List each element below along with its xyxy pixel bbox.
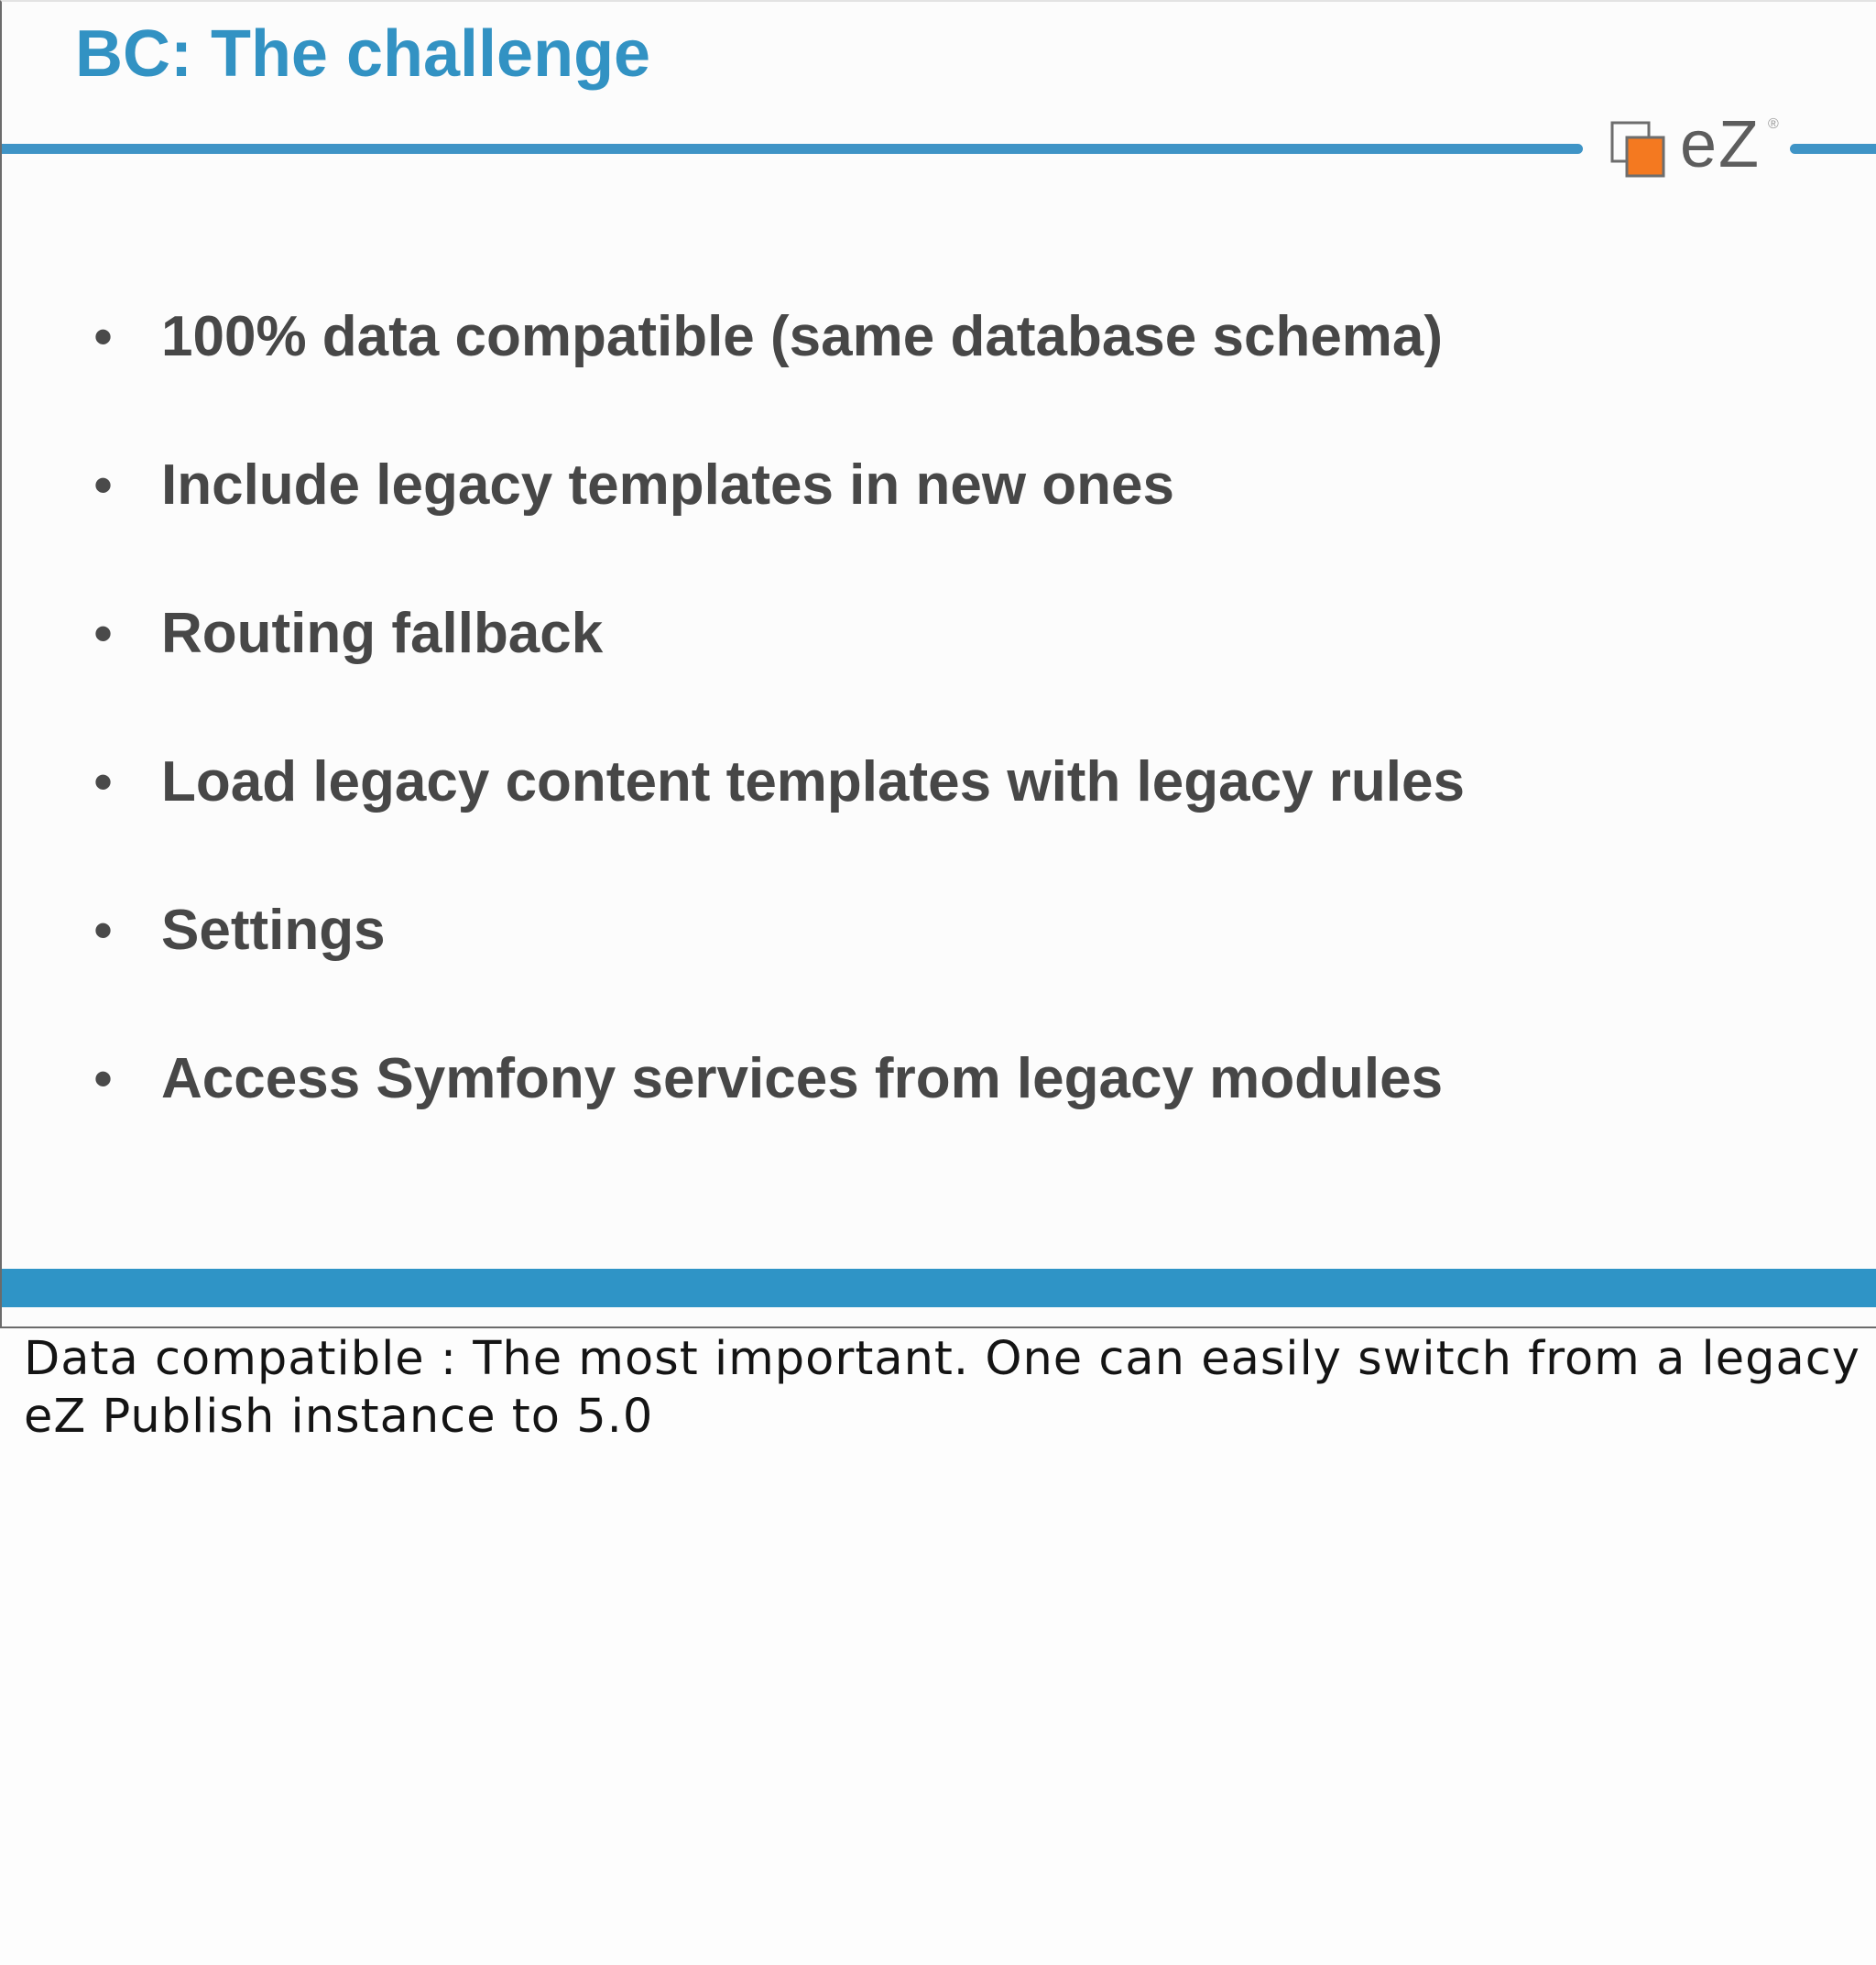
ez-logo xyxy=(1610,108,1779,181)
footer-band xyxy=(2,1269,1876,1307)
bullet-item xyxy=(93,746,1834,819)
bullet-item xyxy=(93,894,1834,967)
registered-mark: ® xyxy=(1768,116,1779,132)
bullet-text: Access Symfony services from legacy modules xyxy=(161,1047,1444,1110)
bullet-item xyxy=(93,449,1834,522)
bullet-icon: • xyxy=(93,603,114,664)
speaker-notes xyxy=(24,1330,1860,1446)
bullet-icon: • xyxy=(93,751,114,813)
bullet-item xyxy=(93,300,1834,374)
bullet-text: Include legacy templates in new ones xyxy=(161,453,1175,517)
notes-line: Data compatible : The most important. One can easily switch from a legacy xyxy=(24,1332,1860,1386)
bullet-icon: • xyxy=(93,1048,114,1109)
bullet-text: Settings xyxy=(161,899,386,962)
slide-title: BC: The challenge xyxy=(75,17,651,91)
title-rule-end xyxy=(1790,144,1876,154)
notes-line: eZ Publish instance to 5.0 xyxy=(24,1390,654,1444)
bullet-text: Routing fallback xyxy=(161,602,604,665)
bullet-icon: • xyxy=(93,900,114,961)
bullet-text: 100% data compatible (same database schema) xyxy=(161,305,1444,368)
ez-logo-icon xyxy=(1610,121,1665,178)
bullet-item xyxy=(93,597,1834,671)
bullet-item xyxy=(93,1043,1834,1116)
bullet-icon: • xyxy=(93,454,114,516)
logo-text: eZ xyxy=(1680,108,1761,181)
title-rule xyxy=(2,144,1583,154)
bullet-icon: • xyxy=(93,306,114,367)
bullet-text: Load legacy content templates with legacy rules xyxy=(161,750,1465,813)
